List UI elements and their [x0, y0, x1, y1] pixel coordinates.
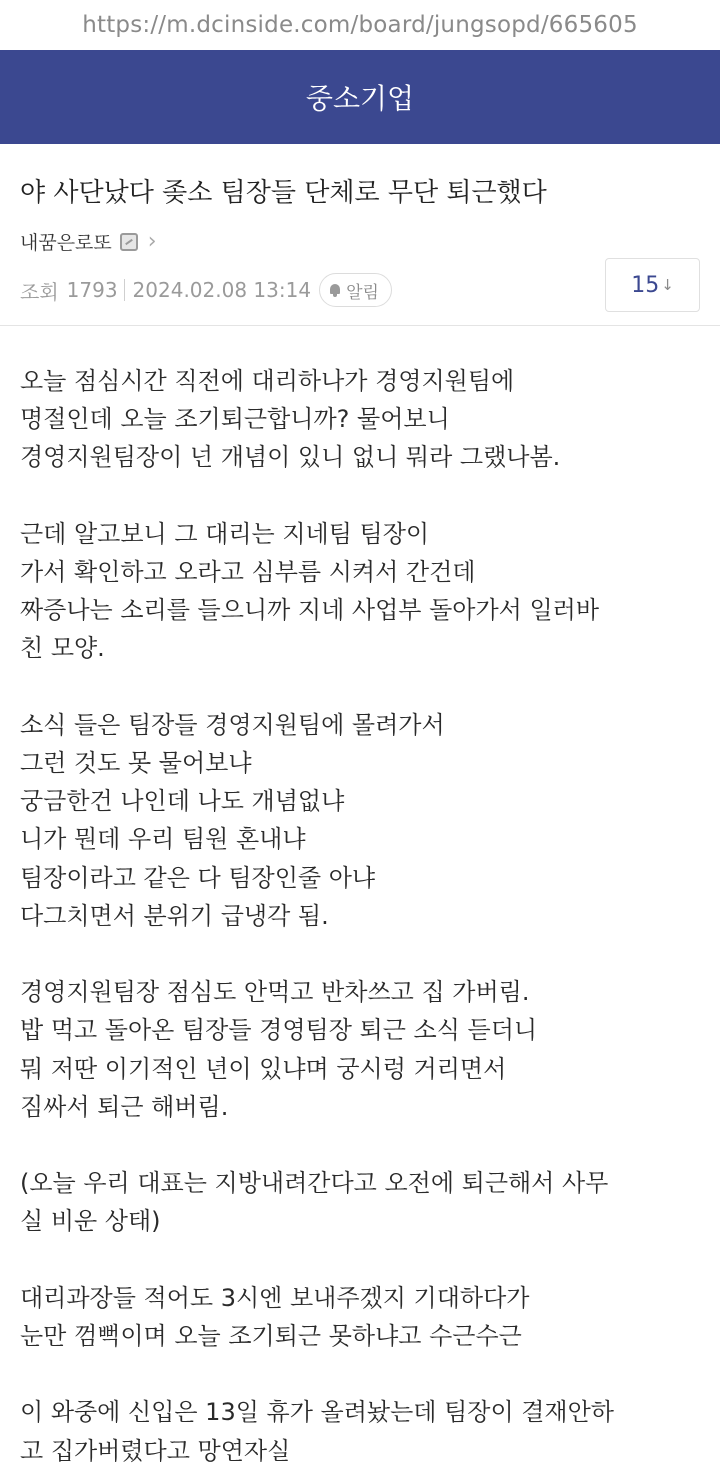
body-line: 경영지원팀장 점심도 안먹고 반차쓰고 집 가버림. [20, 978, 530, 1007]
body-line: 밥 먹고 돌아온 팀장들 경영팀장 퇴근 소식 듣더니 [20, 1016, 538, 1045]
board-title[interactable]: 중소기업 [305, 82, 415, 115]
body-paragraph [20, 515, 700, 668]
body-line: 대리과장들 적어도 3시엔 보내주겠지 기대하다가 [20, 1283, 530, 1312]
alarm-button[interactable] [319, 273, 392, 307]
post-header [0, 144, 720, 326]
body-line: 궁금한건 나인데 나도 개념없냐 [20, 787, 345, 816]
body-line: 가서 확인하고 오라고 심부름 시켜서 간건데 [20, 558, 476, 586]
body-line: 팀장이라고 같은 다 팀장인줄 아냐 [20, 863, 376, 892]
body-line: 실 비운 상태) [20, 1207, 161, 1236]
body-line: 눈만 껌뻑이며 오늘 조기퇴근 못하냐고 수근수근 [20, 1322, 522, 1350]
body-line: (오늘 우리 대표는 지방내려간다고 오전에 퇴근해서 사무 [20, 1169, 609, 1198]
body-line: 명절인데 오늘 조기퇴근합니까? 물어보니 [20, 405, 450, 434]
writer-info[interactable] [20, 228, 157, 255]
post-body [0, 326, 720, 1470]
body-paragraph [20, 973, 700, 1126]
body-paragraph [20, 362, 700, 477]
writer-badge-icon [120, 233, 138, 251]
views-count: 1793 [66, 278, 118, 302]
body-line: 근데 알고보니 그 대리는 지네팀 팀장이 [20, 519, 430, 548]
writer-name: 내꿈은로또 [20, 232, 112, 254]
comment-count: 15 [631, 272, 660, 298]
post-title: 야 사단났다 좆소 팀장들 단체로 무단 퇴근했다 [20, 178, 547, 208]
body-line: 오늘 점심시간 직전에 대리하나가 경영지원팀에 [20, 367, 515, 395]
alarm-label: 알림 [346, 282, 379, 303]
body-paragraph [20, 706, 700, 935]
body-line: 짐싸서 퇴근 해버림. [20, 1092, 229, 1121]
url-text: https://m.dcinside.com/board/jungsopd/665605 [82, 12, 638, 38]
body-line: 소식 들은 팀장들 경영지원팀에 몰려가서 [20, 710, 445, 739]
url-bar[interactable] [0, 0, 720, 50]
board-header [0, 50, 720, 144]
body-line: 니가 뭔데 우리 팀원 혼내냐 [20, 825, 306, 854]
post-meta [20, 272, 392, 308]
views-label: 조회 [20, 279, 59, 304]
body-line: 그런 것도 못 물어보냐 [20, 749, 252, 777]
post-datetime: 2024.02.08 13:14 [132, 278, 312, 302]
body-line: 짜증나는 소리를 들으니까 지네 사업부 돌아가서 일러바 [20, 596, 600, 625]
chevron-right-icon: › [147, 229, 157, 254]
body-paragraph [20, 1164, 700, 1240]
comment-jump-button[interactable] [605, 258, 700, 312]
body-line: 이 와중에 신입은 13일 휴가 올려놨는데 팀장이 결재안하 [20, 1398, 614, 1427]
arrow-down-icon: ↓ [661, 276, 674, 294]
body-line: 친 모양. [20, 634, 105, 663]
body-paragraph [20, 1393, 700, 1469]
meta-divider [124, 279, 125, 301]
body-paragraph [20, 1279, 700, 1355]
bell-icon [328, 283, 342, 297]
body-line: 다그치면서 분위기 급냉각 됨. [20, 901, 329, 930]
body-line: 고 집가버렸다고 망연자실 [20, 1436, 291, 1465]
body-line: 뭐 저딴 이기적인 년이 있냐며 궁시렁 거리면서 [20, 1054, 507, 1083]
body-line: 경영지원팀장이 넌 개념이 있니 없니 뭐라 그랬나봄. [20, 443, 561, 472]
